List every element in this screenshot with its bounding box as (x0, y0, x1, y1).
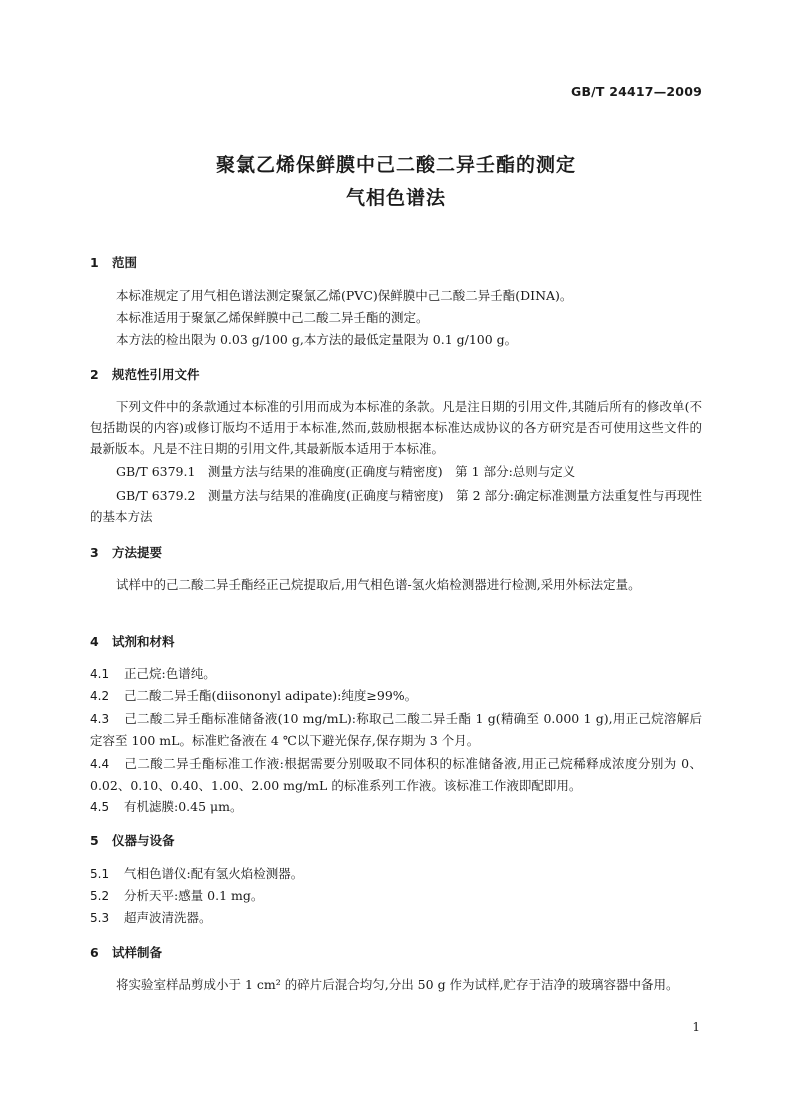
section-title: 规范性引用文件 (112, 367, 200, 382)
section-number: 5 (90, 833, 99, 848)
document-subtitle: 气相色谱法 (345, 187, 446, 209)
section-title: 范围 (112, 255, 138, 270)
clause-number: 4.4 (90, 757, 110, 771)
section-number: 6 (90, 945, 99, 960)
section-number: 2 (90, 367, 99, 382)
clause-item (90, 685, 702, 707)
clause-text: 己二酸二异壬酯标准工作液:根据需要分别吸取不同体积的标准储备液,用正己烷稀释成浓度分别为 0、0.02、0.10、0.40、1.00、2.00 mg/mL 的标准系列工作液。该标准工作液即配即用。 (90, 756, 702, 793)
section-title: 试剂和材料 (112, 634, 175, 649)
section-heading-6 (90, 943, 162, 961)
section-number: 3 (90, 545, 99, 560)
section-heading-3 (90, 543, 162, 561)
section-heading-5 (90, 831, 175, 849)
section-heading-1 (90, 253, 137, 271)
paragraph: 本方法的检出限为 0.03 g/100 g,本方法的最低定量限为 0.1 g/100 g。 (116, 332, 518, 347)
normative-reference: GB/T 6379.2 测量方法与结果的准确度(正确度与精密度) 第 2 部分:确定标准测量方法重复性与再现性的基本方法 (90, 488, 702, 524)
section-title: 方法提要 (112, 545, 163, 560)
clause-text: 己二酸二异壬酯标准储备液(10 mg/mL):称取己二酸二异壬酯 1 g(精确至 0.000 1 g),用正己烷溶解后定容至 100 mL。标准贮备液在 4 ℃以下避光保存,保存期为 3 个月。 (90, 711, 702, 748)
clause-item (90, 708, 702, 751)
clause-item (90, 753, 702, 796)
paragraph: 本标准适用于聚氯乙烯保鲜膜中己二酸二异壬酯的测定。 (116, 310, 429, 325)
document-title: 聚氯乙烯保鲜膜中己二酸二异壬酯的测定 (215, 154, 576, 176)
clause-text: 正己烷:色谱纯。 (124, 666, 216, 681)
clause-item (90, 885, 702, 907)
clause-number: 4.2 (90, 689, 110, 703)
clause-number: 5.2 (90, 889, 110, 903)
section-title: 试样制备 (112, 945, 163, 960)
paragraph: 本标准规定了用气相色谱法测定聚氯乙烯(PVC)保鲜膜中己二酸二异壬酯(DINA)。 (116, 288, 573, 303)
standard-number: GB/T 24417—2009 (570, 84, 702, 99)
clause-item (90, 663, 702, 685)
clause-text: 超声波清洗器。 (124, 910, 212, 925)
clause-number: 4.1 (90, 667, 110, 681)
clause-item (90, 863, 702, 885)
clause-number: 5.1 (90, 867, 110, 881)
section-number: 4 (90, 634, 99, 649)
clause-item (90, 796, 702, 818)
paragraph: 下列文件中的条款通过本标准的引用而成为本标准的条款。凡是注日期的引用文件,其随后所有的修改单(不包括勘误的内容)或修订版均不适用于本标准,然而,鼓励根据本标准达成协议的各方研究是否可使用这些文件的最新版本。凡是不注日期的引用文件,其最新版本适用于本标准。 (90, 399, 702, 456)
clause-number: 4.5 (90, 800, 110, 814)
clause-text: 己二酸二异壬酯(diisononyl adipate):纯度≥99%。 (124, 688, 418, 703)
paragraph: 试样中的己二酸二异壬酯经正己烷提取后,用气相色谱-氢火焰检测器进行检测,采用外标法定量。 (116, 577, 641, 592)
section-heading-4 (90, 632, 175, 650)
clause-number: 4.3 (90, 712, 110, 726)
clause-number: 5.3 (90, 911, 110, 925)
paragraph: 将实验室样品剪成小于 1 cm² 的碎片后混合均匀,分出 50 g 作为试样,贮存于洁净的玻璃容器中备用。 (116, 977, 679, 992)
normative-reference: GB/T 6379.1 测量方法与结果的准确度(正确度与精密度) 第 1 部分:总则与定义 (116, 464, 576, 479)
clause-text: 有机滤膜:0.45 μm。 (124, 799, 243, 814)
section-heading-2 (90, 365, 200, 383)
clause-text: 气相色谱仪:配有氢火焰检测器。 (124, 866, 304, 881)
section-number: 1 (90, 255, 99, 270)
page-number: 1 (692, 1020, 700, 1034)
clause-item (90, 907, 702, 929)
clause-text: 分析天平:感量 0.1 mg。 (124, 888, 264, 903)
section-title: 仪器与设备 (112, 833, 175, 848)
